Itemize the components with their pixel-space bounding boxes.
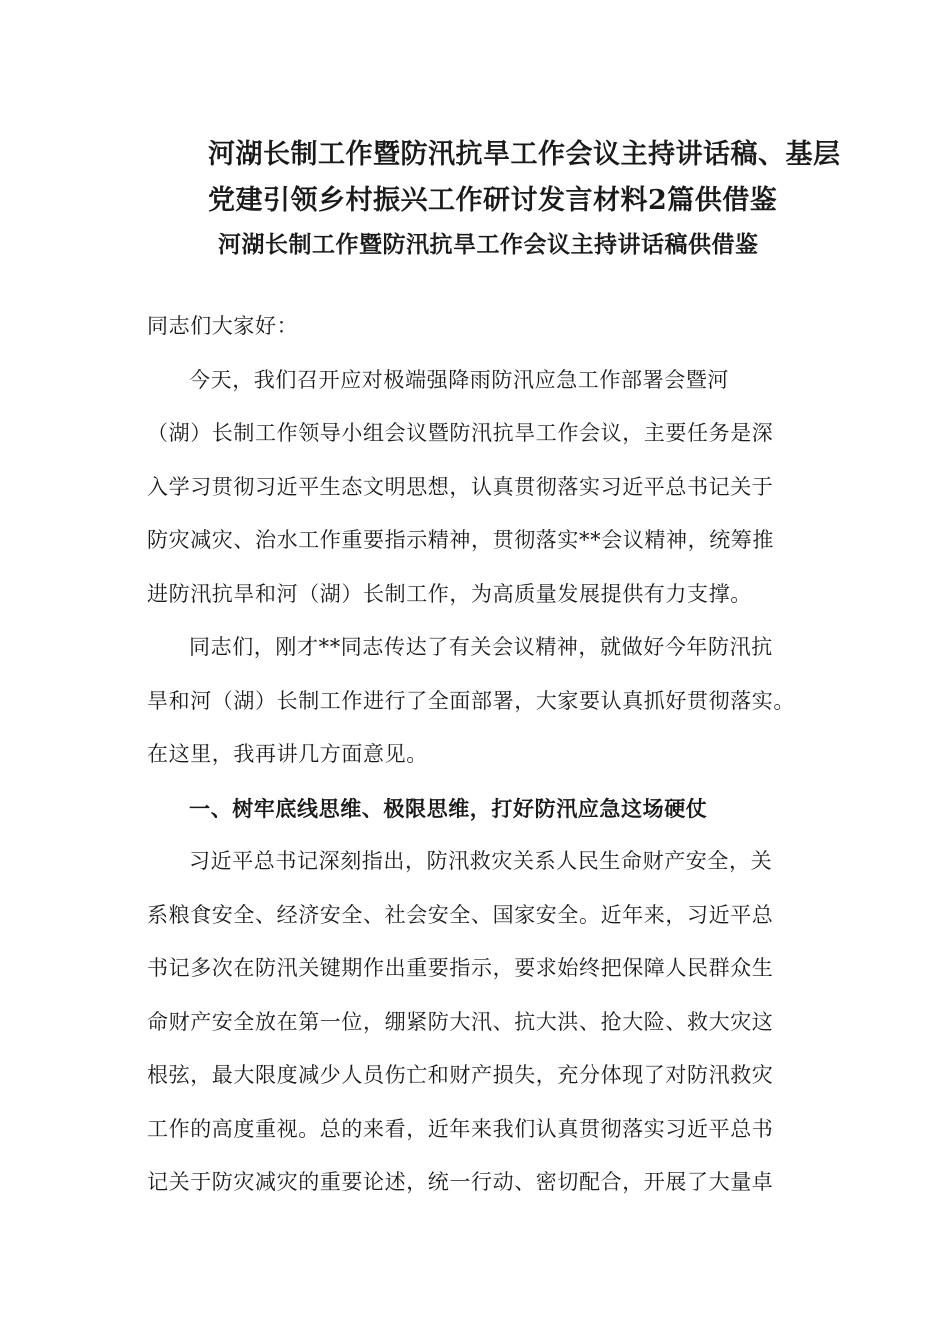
paragraph-line: 入学习贯彻习近平生态文明思想，认真贯彻落实习近平总书记关于 — [147, 474, 774, 499]
paragraph-2 — [147, 621, 807, 782]
paragraph-line: 今天，我们召开应对极端强降雨防汛应急工作部署会暨河 — [189, 367, 729, 392]
paragraph-line: 系粮食安全、经济安全、社会安全、国家安全。近年来，习近平总 — [147, 902, 774, 927]
paragraph-line: 习近平总书记深刻指出，防汛救灾关系人民生命财产安全，关 — [189, 849, 773, 873]
paragraph-line: 在这里，我再讲几方面意见。 — [147, 742, 428, 766]
title-line-1: 河湖长制工作暨防汛抗旱工作会议主持讲话稿、基层 — [208, 139, 841, 170]
paragraph-line: 命财产安全放在第一位，绷紧防大汛、抗大洪、抢大险、救大灾这 — [147, 1009, 774, 1034]
paragraph-line: 工作的高度重视。总的来看，近年来我们认真贯彻落实习近平总书 — [147, 1116, 774, 1141]
paragraph-line: 防灾减灾、治水工作重要指示精神，贯彻落实**会议精神，统筹推 — [147, 528, 774, 552]
paragraph-line: 同志们，刚才**同志传达了有关会议精神，就做好今年防汛抗 — [189, 635, 773, 659]
paragraph-line: 书记多次在防汛关键期作出重要指示，要求始终把保障人民群众生 — [147, 956, 774, 980]
paragraph-line: 进防汛抗旱和河（湖）长制工作，为高质量发展提供有力支撑。 — [147, 581, 752, 606]
section-heading-1: 一、树牢底线思维、极限思维，打好防汛应急这场硬仗 — [189, 795, 708, 821]
document-body — [147, 300, 807, 1210]
document-subtitle: 河湖长制工作暨防汛抗旱工作会议主持讲话稿供借鉴 — [218, 231, 759, 258]
paragraph-1 — [147, 354, 807, 622]
paragraph-line: 旱和河（湖）长制工作进行了全面部署，大家要认真抓好贯彻落实。 — [147, 688, 795, 713]
title-line-2: 党建引领乡村振兴工作研讨发言材料2篇供借鉴 — [208, 185, 778, 216]
paragraph-line: 记关于防灾减灾的重要论述，统一行动、密切配合，开展了大量卓 — [147, 1170, 774, 1194]
paragraph-3 — [147, 835, 807, 1210]
greeting: 同志们大家好： — [147, 314, 299, 338]
paragraph-line: 根弦，最大限度减少人员伤亡和财产损失，充分体现了对防汛救灾 — [147, 1063, 774, 1087]
document-title — [120, 132, 880, 224]
paragraph-line: （湖）长制工作领导小组会议暨防汛抗旱工作会议，主要任务是深 — [147, 421, 774, 445]
